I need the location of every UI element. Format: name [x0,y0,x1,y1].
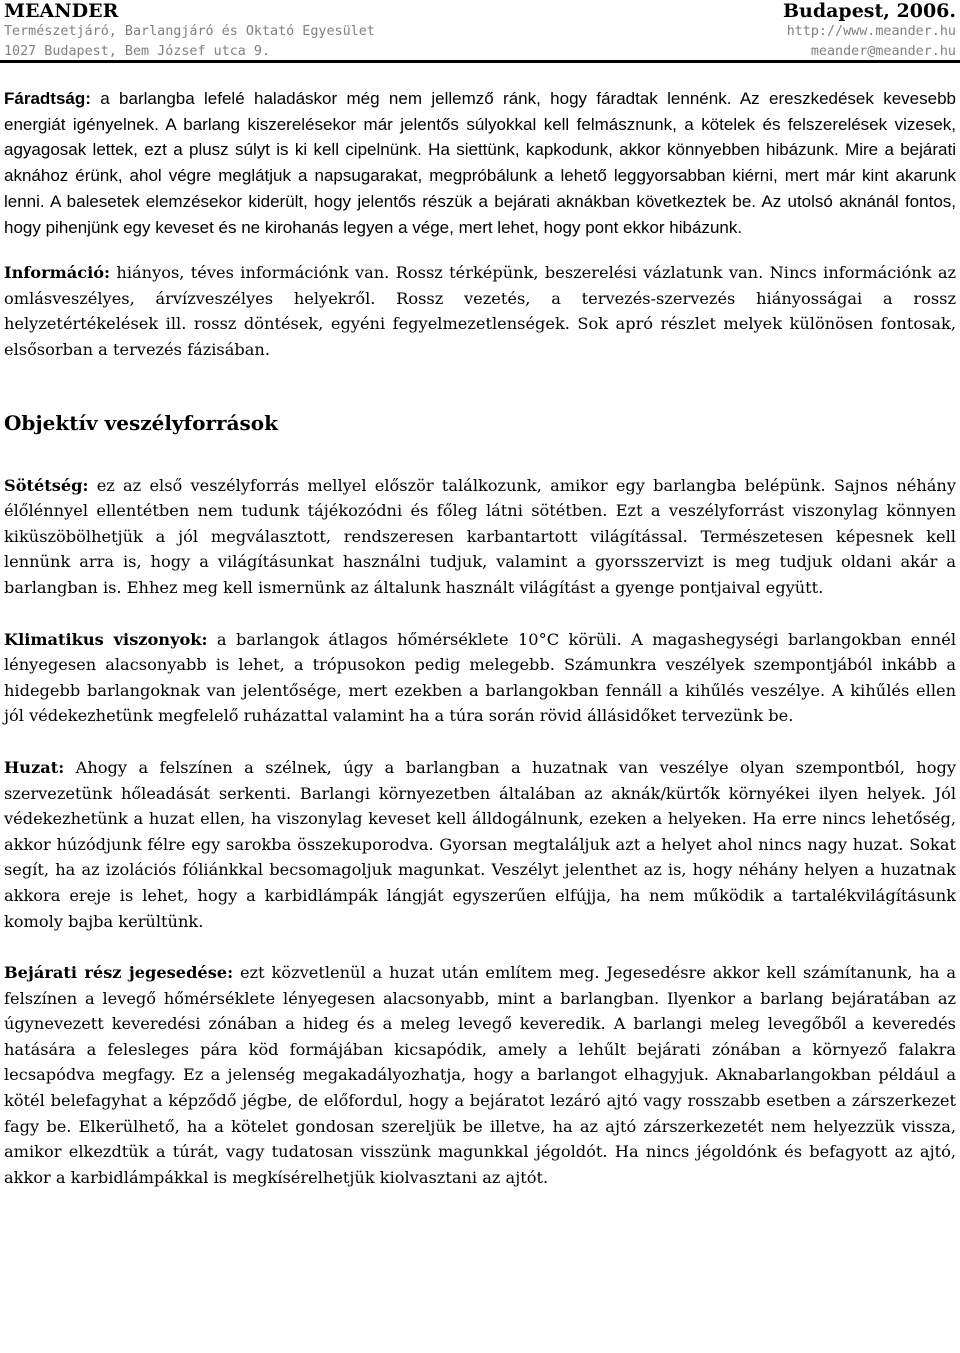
section-title: Objektív veszélyforrások [4,410,278,435]
text-klimatikus: a barlangok átlagos hőmérséklete 10°C körüli. A magashegységi barlangokban ennél lényegesen alacsonyabb is lehet, a trópusokon pedig melegebb. Számunkra veszélyek szempontjából inkább a hidegebb barlangoknak van jelentősége, mert ezekben a barlangokban fennáll a kihűlés veszélye. A kihűlés ellen jól védekezhetünk megfelelő ruházattal valamint ha a túra során rövid állásidőket tervezünk be. [4,629,956,726]
org-address: 1027 Budapest, Bem József utca 9. [4,44,271,59]
email-link[interactable]: meander@meander.hu [810,44,956,59]
document-body [4,86,956,1190]
term-faradtsag: Fáradtság: [4,89,91,108]
website-link[interactable]: http://www.meander.hu [786,24,956,39]
term-jegesedes: Bejárati rész jegesedése: [4,963,234,983]
paragraph-klimatikus [4,627,956,729]
paragraph-informacio [4,260,956,362]
org-brand: MEANDER [4,0,119,22]
paragraph-sotetseg [4,473,956,601]
text-informacio: hiányos, téves információnk van. Rossz térképünk, beszerelési vázlatunk van. Nincs információnk az omlásveszélyes, árvízveszélyes helyekről. Rossz vezetés, a tervezés-szervezés hiányosságai a rossz helyzetértékelések ill. rossz döntések, egyéni fegyelmezetlenségek. Sok apró részlet melyek különösen fontosak, elsősorban a tervezés fázisában. [4,263,956,359]
term-huzat: Huzat: [4,757,65,777]
header-divider [0,60,960,63]
term-informacio: Információ: [4,263,111,283]
text-huzat: Ahogy a felszínen a szélnek, úgy a barlangban a huzatnak van veszélye olyan szempontból, hogy szervezetünk hőleadását serkenti. Barlangi környezetben általában az aknák/kürtők környékei ilyen helyek. Jól védekezhetünk a huzat ellen, ha viszonylag keveset kell álldogálnunk, ezeken a helyeken. Ha erre nincs lehetőség, akkor húzódjunk félre egy sarokba összekuporodva. Gyorsan megtaláljuk azt a helyet ahol nincs nagy huzat. Sokat segít, ha az izolációs fóliánkkal becsomagoljuk magunkat. Veszélyt jelenthet az is, hogy néhány helyen a huzatnak akkora ereje is lehet, hogy a karbidlámpák lángját egyszerűen elfújja, ha nem működik a tartalékvilágításunk komoly bajba kerültünk. [4,757,956,931]
letterhead-right [783,0,956,62]
paragraph-huzat [4,755,956,934]
term-klimatikus: Klimatikus viszonyok: [4,629,208,649]
org-name: Természetjáró, Barlangjáró és Oktató Egyesület [4,24,375,39]
paragraph-jegesedes [4,960,956,1190]
text-jegesedes: ezt közvetlenül a huzat után említem meg. Jegesedésre akkor kell számítanunk, ha a felszínen a levegő hőmérséklete lényegesen alacsonyabb, mint a barlangban. Ilyenkor a barlang bejáratában az úgynevezett keveredési zónában a hideg és a meleg levegő keveredik. A barlangi meleg levegőből a keveredés hatására a felesleges pára köd formájában kicsapódik, amely a lehűlt bejárati zónában a környező falakra lecsapódva megfagy. Ez a jelenség megakadályozhatja, hogy a barlangot elhagyjuk. Aknabarlangokban például a kötél belefagyhat a képződő jégbe, de előfordul, hogy a bejáratot lezáró ajtó vagy rosszabb esetben a zárszerkezet fagy be. Elkerülhető, ha a kötelet gondosan szereljük be illetve, ha az ajtó zárszerkezetét nem helyezzük vissza, amikor elkezdtük a túrát, vagy tudatosan visszünk magunkkal jégoldót. Ha nincs jégoldónk és befagyott az ajtó, akkor a karbidlámpákkal is megkísérelhetjük kiolvasztani az ajtót. [4,963,956,1187]
letterhead [0,0,960,58]
paragraph-faradtsag [4,86,956,240]
term-sotetseg: Sötétség: [4,475,89,495]
text-faradtsag: a barlangba lefelé haladáskor még nem jellemző ránk, hogy fáradtak lennénk. Az ereszkedések kevesebb energiát igényelnek. A barlang kiszerelésekor már jelentős súlyokkal kell felmásznunk, a kötelek és felszerelések vizesek, agyagosak lettek, ezt a plusz súlyt is ki kell cipelnünk. Ha siettünk, kapkodunk, akkor könnyebben hibázunk. Mire a bejárati aknához érünk, ahol végre meglátjuk a napsugarakat, megpróbálunk a lehető leggyorsabban kiérni, mert már kint akarunk lenni. A balesetek elemzésekor kiderült, hogy jelentős részük a bejárati aknákban következtek be. Az utolsó aknánál fontos, hogy pihenjünk egy keveset és ne kirohanás legyen a vége, mert lehet, hogy pont ekkor hibázunk. [4,89,956,237]
text-sotetseg: ez az első veszélyforrás mellyel először találkozunk, amikor egy barlangba belépünk. Sajnos néhány élőlénnyel ellentétben nem tudunk tájékozódni és főleg látni sötétben. Ezt a veszélyforrást viszonylag könnyen kiküszöbölhetjük a jól megválasztott, rendszeresen karbantartott világítással. Természetesen képesnek kell lennünk arra is, hogy a világításunkat használni tudjuk, valamint a gyorsszervizt is meg tudjuk oldani akár a barlangban is. Ehhez meg kell ismernünk az általunk használt világítást a gyenge pontjaival együtt. [4,475,956,597]
letterhead-left [4,0,375,62]
city-year: Budapest, 2006. [782,0,956,22]
